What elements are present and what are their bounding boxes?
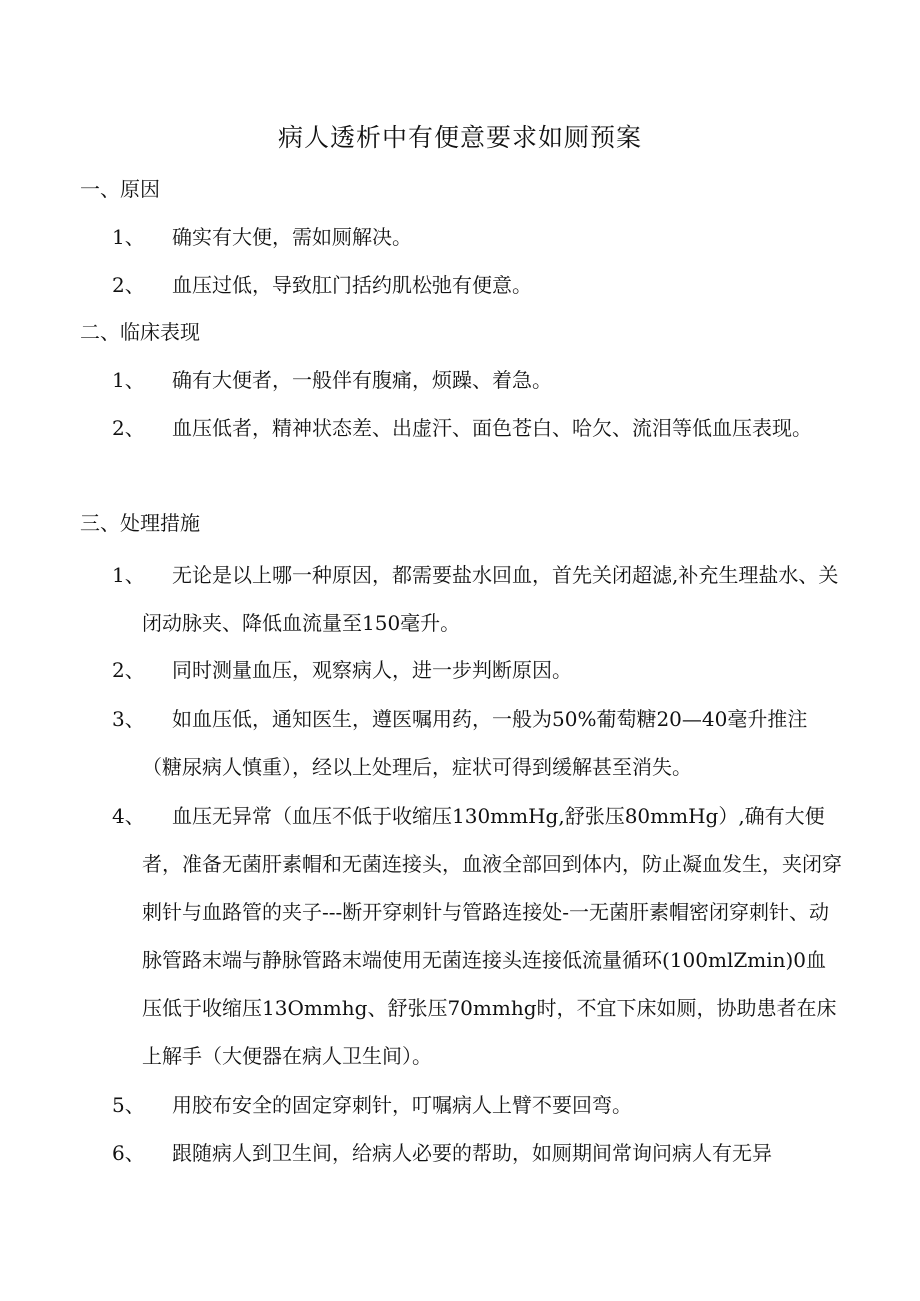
list-item <box>112 1138 842 1177</box>
item-text: 无论是以上哪一种原因，都需要盐水回血，首先关闭超滤,补充生理盐水、关闭动脉夹、降低血流量至150毫升。 <box>142 563 839 635</box>
list-item <box>112 704 842 791</box>
item-text: 确有大便者，一般伴有腹痛，烦躁、着急。 <box>172 368 552 392</box>
item-text: 如血压低，通知医生，遵医嘱用药，一般为50%葡萄糖20—40毫升推注（糖尿病人慎重），经以上处理后，症状可得到缓解甚至消失。 <box>142 707 808 779</box>
item-text: 用胶布安全的固定穿刺针，叮嘱病人上臂不要回弯。 <box>172 1093 632 1117</box>
item-text: 血压低者，精神状态差、出虚汗、面色苍白、哈欠、流泪等低血压表现。 <box>172 416 812 440</box>
list-item <box>112 655 842 694</box>
item-number: 4、 <box>112 804 145 828</box>
section-heading-measures: 三、处理措施 <box>80 511 200 535</box>
document-title: 病人透析中有便意要求如厕预案 <box>277 123 642 152</box>
section-heading-causes: 一、原因 <box>80 177 160 201</box>
item-number: 2、 <box>112 273 145 297</box>
list-item <box>112 560 842 647</box>
item-number: 1、 <box>112 368 145 392</box>
list-item <box>112 270 842 309</box>
item-text: 同时测量血压，观察病人，进一步判断原因。 <box>172 658 572 682</box>
item-text: 血压无异常（血压不低于收缩压130mmHg,舒张压80mmHg）,确有大便者，准备无菌肝素帽和无菌连接头，血液全部回到体内，防止凝血发生，夹闭穿刺针与血路管的夹子---断开穿刺针与管路连接处-一无菌肝素帽密闭穿刺针、动脉管路末端与静脉管路末端使用无菌连接头连接低流量循环(100mlZmin)0血压低于收缩压13Ommhg、舒张压70mmhg时，不宜下床如厕，协助患者在床上解手（大便器在病人卫生间）。 <box>142 804 842 1068</box>
item-text: 跟随病人到卫生间，给病人必要的帮助，如厕期间常询问病人有无异 <box>172 1141 772 1165</box>
list-item <box>112 1090 842 1129</box>
list-item <box>112 365 842 404</box>
item-text: 确实有大便，需如厕解决。 <box>172 225 412 249</box>
list-item <box>112 222 842 261</box>
list-item <box>112 801 842 1080</box>
item-number: 2、 <box>112 658 145 682</box>
item-number: 5、 <box>112 1093 145 1117</box>
item-number: 3、 <box>112 707 145 731</box>
item-number: 6、 <box>112 1141 145 1165</box>
list-item <box>112 413 842 452</box>
item-text: 血压过低，导致肛门括约肌松弛有便意。 <box>172 273 532 297</box>
item-number: 1、 <box>112 225 145 249</box>
section-heading-clinical-signs: 二、临床表现 <box>80 320 200 344</box>
item-number: 2、 <box>112 416 145 440</box>
item-number: 1、 <box>112 563 145 587</box>
